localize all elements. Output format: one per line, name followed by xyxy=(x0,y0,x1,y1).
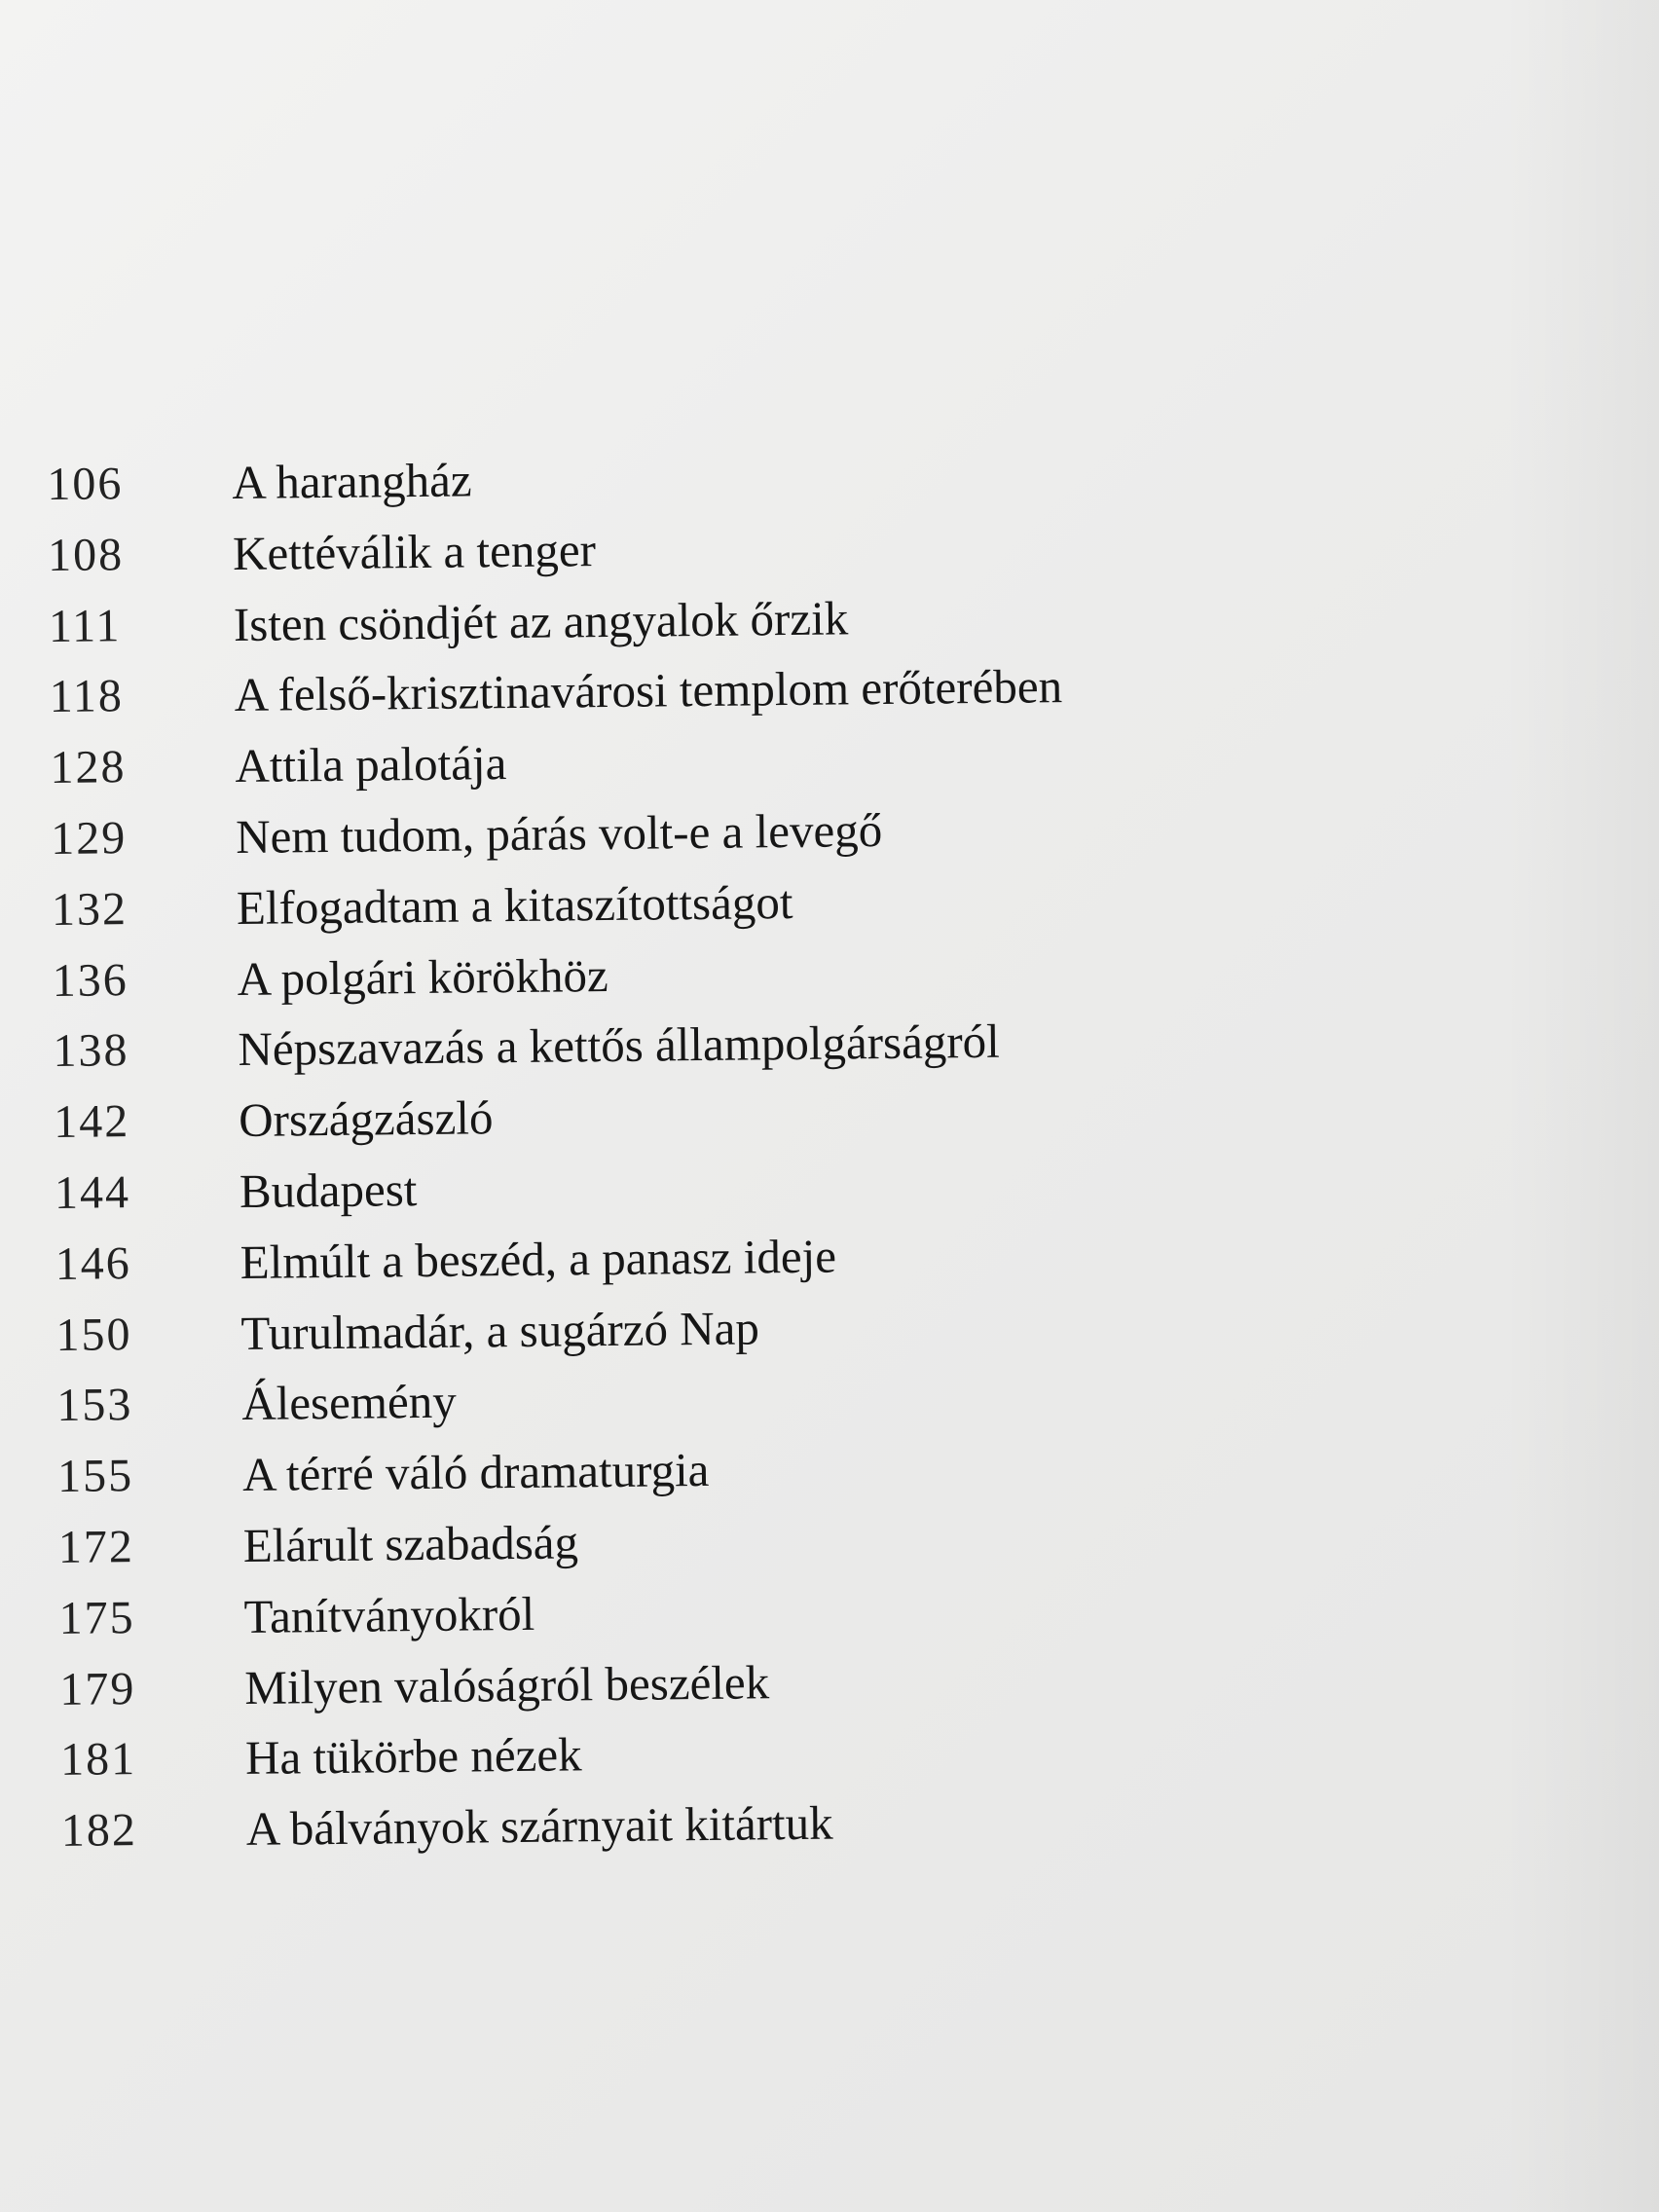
toc-title: Milyen valóságról beszélek xyxy=(244,1654,770,1714)
toc-title: A polgári körökhöz xyxy=(237,947,609,1006)
toc-page-number: 136 xyxy=(52,953,129,1007)
toc-title: Kettéválik a tenger xyxy=(232,522,597,580)
toc-page-number: 155 xyxy=(56,1450,134,1503)
toc-entry xyxy=(50,720,1316,804)
toc-title: A harangház xyxy=(232,453,472,510)
toc-title: Attila palotája xyxy=(235,736,507,793)
toc-title: Isten csöndjét az angyalok őrzik xyxy=(233,590,849,651)
toc-page-number: 118 xyxy=(49,670,125,723)
toc-page-number: 172 xyxy=(57,1521,135,1573)
toc-page-number: 129 xyxy=(50,812,128,865)
toc-entry xyxy=(53,1004,1319,1088)
toc-entry xyxy=(56,1358,1323,1442)
toc-page-number: 138 xyxy=(53,1024,129,1078)
toc-page-number: 175 xyxy=(58,1591,135,1644)
page-edge-shadow xyxy=(1503,0,1659,2212)
toc-page-number: 108 xyxy=(47,528,125,581)
toc-title: Elmúlt a beszéd, a panasz ideje xyxy=(240,1229,837,1289)
toc-page-number: 179 xyxy=(59,1662,136,1715)
toc-page-number: 111 xyxy=(48,599,122,652)
toc-title: A térré váló dramaturgia xyxy=(241,1443,710,1502)
toc-entry xyxy=(57,1499,1324,1583)
toc-entry xyxy=(54,1075,1320,1159)
toc-page-number: 144 xyxy=(54,1166,131,1219)
toc-page-number: 106 xyxy=(47,458,124,510)
toc-title: Tanítványokról xyxy=(243,1586,535,1643)
toc-page-number: 128 xyxy=(50,741,127,794)
toc-entry xyxy=(58,1570,1325,1654)
toc-page-number: 142 xyxy=(53,1095,130,1149)
toc-title: A bálványok szárnyait kitártuk xyxy=(245,1795,833,1857)
toc-title: Ha tükörbe nézek xyxy=(244,1727,582,1786)
toc-entry xyxy=(52,862,1318,945)
toc-page-number: 150 xyxy=(55,1308,132,1361)
table-of-contents xyxy=(47,436,1327,1866)
toc-page-number: 153 xyxy=(56,1379,133,1432)
toc-entry xyxy=(47,436,1313,520)
toc-entry xyxy=(55,1287,1322,1371)
toc-title: A felső-krisztinavárosi templom erőterében xyxy=(234,659,1063,722)
toc-entry xyxy=(60,1783,1327,1866)
toc-page-number: 146 xyxy=(55,1236,132,1290)
toc-title: Elárult szabadság xyxy=(242,1515,579,1572)
toc-entry xyxy=(59,1641,1326,1725)
toc-title: Álesemény xyxy=(240,1375,457,1431)
toc-title: Budapest xyxy=(239,1162,418,1218)
toc-entry xyxy=(55,1145,1321,1229)
toc-entry xyxy=(57,1428,1324,1512)
toc-page-number: 132 xyxy=(51,882,129,936)
toc-title: Népszavazás a kettős állampolgárságról xyxy=(238,1014,1001,1077)
toc-entry xyxy=(51,791,1317,874)
toc-page-number: 181 xyxy=(59,1733,137,1787)
toc-page-number: 182 xyxy=(60,1804,138,1858)
toc-title: Turulmadár, a sugárzó Nap xyxy=(240,1300,760,1360)
toc-entry xyxy=(55,1216,1321,1300)
toc-title: Nem tudom, párás volt-e a levegő xyxy=(235,803,883,864)
toc-entry xyxy=(60,1713,1327,1796)
toc-entry xyxy=(52,933,1318,1016)
toc-entry xyxy=(49,649,1315,733)
toc-title: Országzászló xyxy=(238,1090,494,1148)
toc-title: Elfogadtam a kitaszítottságot xyxy=(236,874,793,935)
toc-entry xyxy=(48,507,1314,591)
toc-entry xyxy=(49,578,1315,662)
